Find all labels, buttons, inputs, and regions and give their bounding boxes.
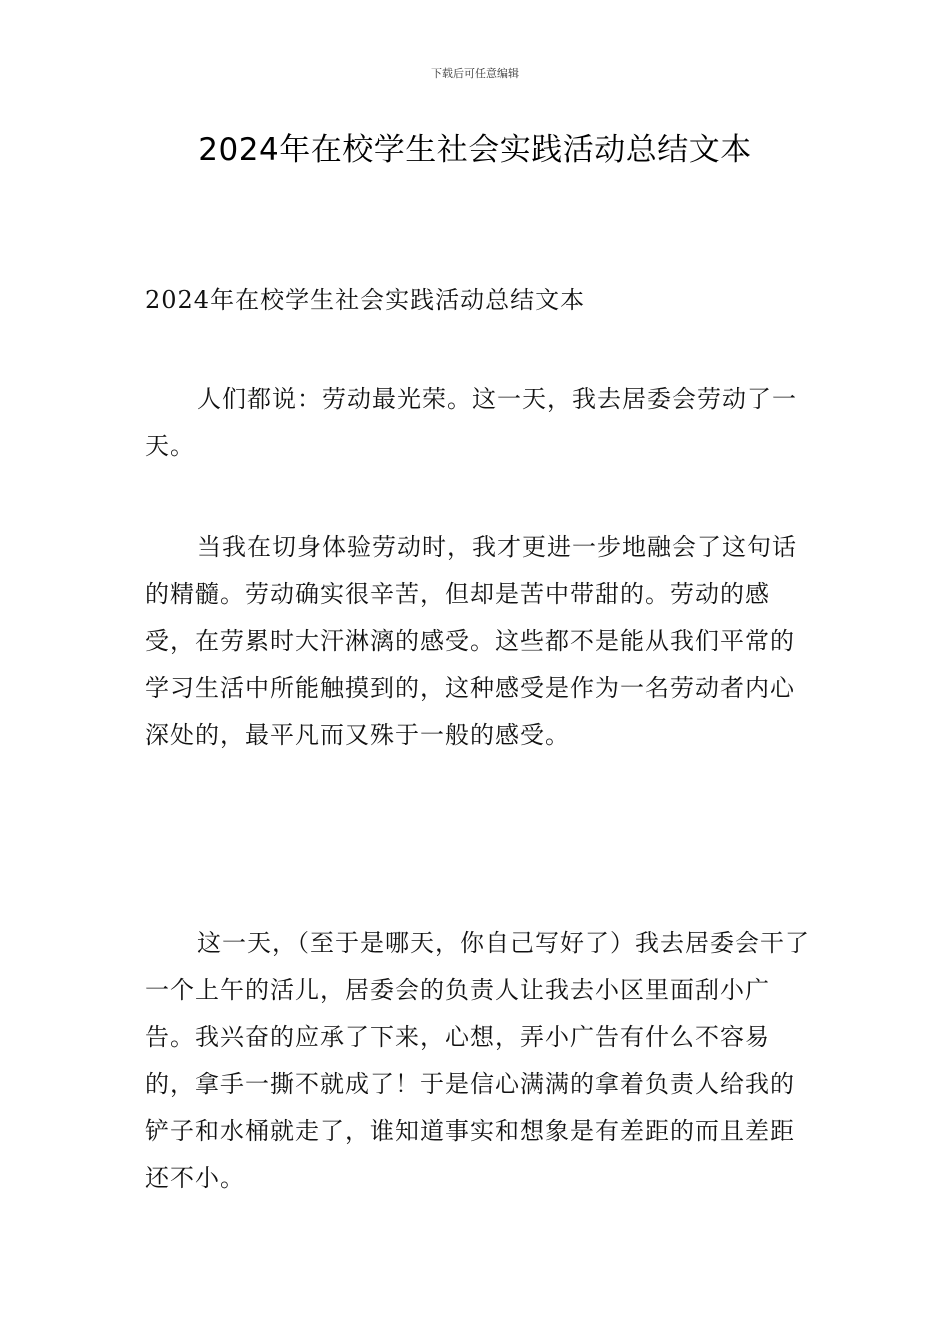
paragraph-1: 人们都说：劳动最光荣。这一天，我去居委会劳动了一天。 bbox=[145, 385, 797, 460]
document-title: 2024年在校学生社会实践活动总结文本 bbox=[198, 132, 752, 168]
document-subtitle: 2024年在校学生社会实践活动总结文本 bbox=[145, 286, 586, 314]
paragraph-3: 这一天，（至于是哪天，你自己写好了）我去居委会干了一个上午的活儿，居委会的负责人让我去小区里面刮小广告。我兴奋的应承了下来，心想，弄小广告有什么不容易的，拿手一撕不就成了！于是信心满满的拿着负责人给我的铲子和水桶就走了，谁知道事实和想象是有差距的而且差距还不小。 bbox=[145, 929, 810, 1192]
paragraph-2: 当我在切身体验劳动时，我才更进一步地融会了这句话的精髓。劳动确实很辛苦，但却是苦中带甜的。劳动的感受，在劳累时大汗淋漓的感受。这些都不是能从我们平常的学习生活中所能触摸到的，这种感受是作为一名劳动者内心深处的，最平凡而又殊于一般的感受。 bbox=[145, 533, 797, 749]
header-note: 下载后可任意编辑 bbox=[431, 67, 519, 80]
